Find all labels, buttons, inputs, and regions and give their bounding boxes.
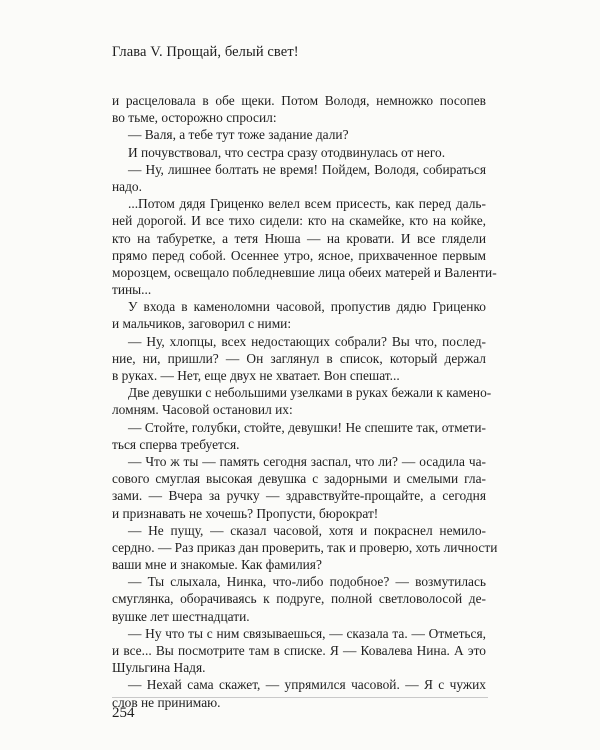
text-line: — Что ж ты — память сегодня заспал, что ли? — осадила ча- bbox=[128, 453, 486, 469]
text-line: ломням. Часовой остановил их: bbox=[112, 402, 293, 418]
text-line: Шульгина Надя. bbox=[112, 660, 206, 676]
text-line: в руках. — Нет, еще двух не хватает. Вон спешат... bbox=[112, 368, 400, 383]
text-line: ней дорогой. И все тихо сидели: кто на скамейке, кто на койке, bbox=[112, 213, 486, 229]
running-head: Глава V. Прощай, белый свет! bbox=[112, 44, 299, 60]
text-line: — Ну что ты с ним связываешься, — сказала та. — Отметься, bbox=[128, 625, 486, 641]
text-line: надо. bbox=[112, 178, 142, 194]
text-line: во тьме, осторожно спросил: bbox=[112, 110, 277, 126]
text-line: прямо перед собой. Осеннее утро, ясное, прихваченное первым bbox=[112, 247, 486, 263]
text-line: ваши мне и знакомые. Как фамилия? bbox=[112, 557, 322, 573]
text-line: ...Потом дядя Гриценко велел всем присесть, как перед даль- bbox=[128, 196, 486, 212]
text-line: смуглянка, оборачиваясь к подруге, полной светловолосой де- bbox=[112, 591, 486, 607]
text-line: и мальчиков, заговорил с ними: bbox=[112, 316, 292, 332]
text-line: зами. — Вчера за ручку — здравствуйте-прощайте, а сегодня bbox=[112, 488, 486, 504]
text-line: сового смуглая высокая девушка с задорными и смелыми гла- bbox=[112, 471, 486, 487]
text-line: морозцем, освещало побледневшие лица обеих матерей и Валенти- bbox=[112, 264, 497, 280]
text-line: — Валя, а тебе тут тоже задание дали? bbox=[128, 127, 349, 143]
page-number: 254 bbox=[112, 705, 135, 721]
text-line: — Нехай сама скажет, — упрямился часовой. — Я с чужих bbox=[128, 677, 486, 693]
text-line: и все... Вы посмотрите там в списке. Я — Ковалева Нина. А это bbox=[112, 643, 486, 658]
text-line: — Ну, лишнее болтать не время! Пойдем, Володя, собираться bbox=[128, 161, 486, 177]
text-line: кто на табуретке, а тетя Нюша — на кровати. И все глядели bbox=[112, 230, 486, 246]
text-line: — Стойте, голубки, стойте, девушки! Не спешите так, отмети- bbox=[128, 419, 486, 435]
text-line: — Ты слыхала, Нинка, что-либо подобное? — возмутилась bbox=[128, 574, 486, 590]
text-line: и расцеловала в обе щеки. Потом Володя, немножко посопев bbox=[112, 93, 486, 108]
footer-rule bbox=[112, 697, 488, 698]
text-line: ние, ни, пришли? — Он заглянул в список, который держал bbox=[112, 350, 486, 366]
text-line: тины... bbox=[112, 282, 152, 298]
text-line: — Не пущу, — сказал часовой, хотя и покраснел немило- bbox=[128, 522, 486, 538]
text-line: И почувствовал, что сестра сразу отодвинулась от него. bbox=[128, 144, 446, 160]
body-text bbox=[112, 92, 498, 711]
text-line: и признавать не хочешь? Пропусти, бюрократ! bbox=[112, 505, 379, 521]
text-line: У входа в каменоломни часовой, пропустив дядю Гриценко bbox=[128, 299, 486, 315]
text-line: Две девушки с небольшими узелками в руках бежали к камено- bbox=[128, 385, 492, 401]
text-line: ться сперва требуется. bbox=[112, 436, 240, 452]
text-line: — Ну, хлопцы, всех недостающих собрали? Вы что, послед- bbox=[128, 333, 486, 349]
text-line: слов не принимаю. bbox=[112, 694, 221, 710]
text-line: вушке лет шестнадцати. bbox=[112, 608, 250, 624]
text-line: сердно. — Раз приказ дан проверить, так и проверю, хоть личности bbox=[112, 539, 498, 555]
